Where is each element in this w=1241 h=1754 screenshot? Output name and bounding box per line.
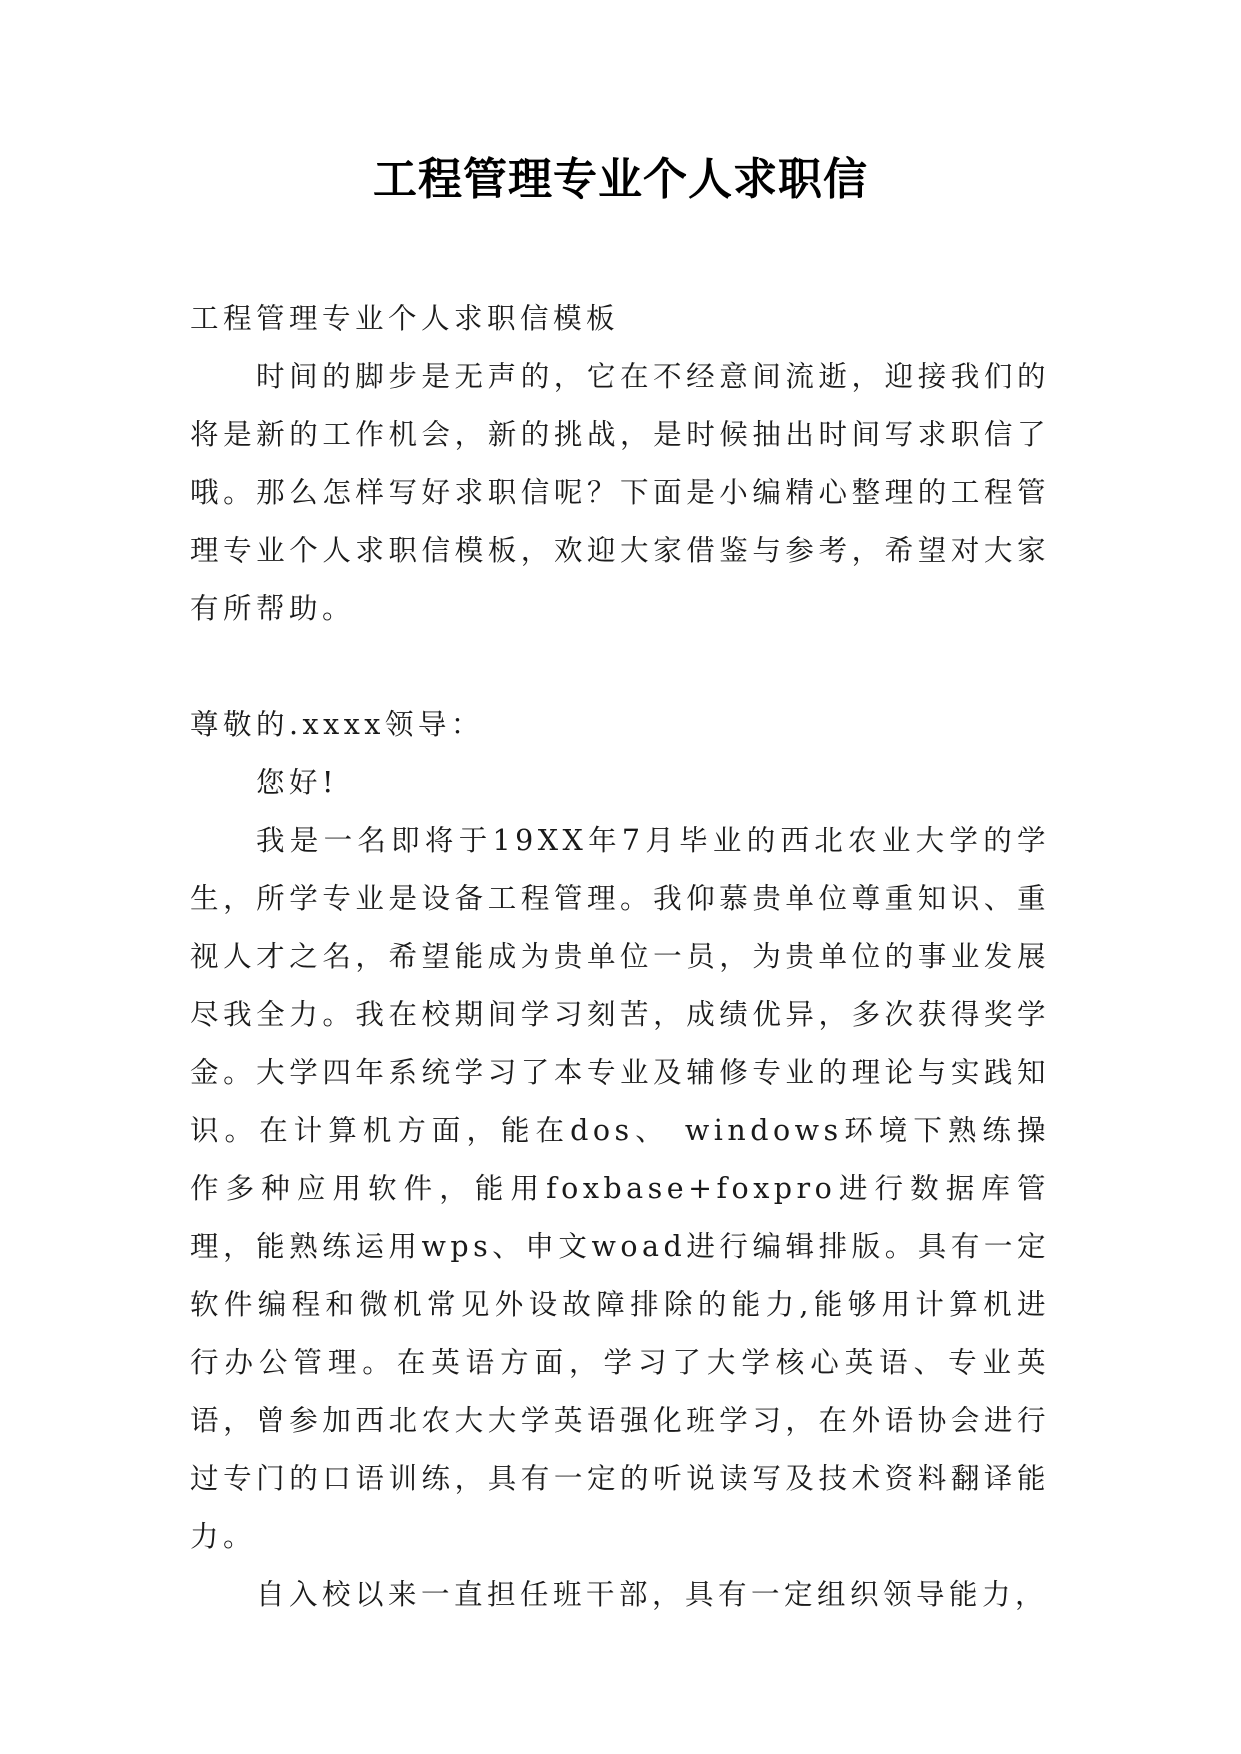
- salutation: 尊敬的.xxxx领导：: [190, 708, 484, 741]
- paragraph-gap: [190, 638, 1050, 696]
- document-title: 工程管理专业个人求职信: [373, 154, 868, 205]
- document-body: [190, 290, 1050, 1624]
- body-paragraph-2: 自入校以来一直担任班干部，具有一定组织领导能力，: [256, 1578, 1049, 1611]
- body-paragraph-1: 我是一名即将于19XX年7月毕业的西北农业大学的学生，所学专业是设备工程管理。我仰慕贵单位尊重知识、重视人才之名，希望能成为贵单位一员，为贵单位的事业发展尽我全力。我在校期间学习刻苦，成绩优异，多次获得奖学金。大学四年系统学习了本专业及辅修专业的理论与实践知识。在计算机方面，能在dos、 windows环境下熟练操作多种应用软件，能用foxbase+foxpro进行数据库管理，能熟练运用wps、申文woad进行编辑排版。具有一定软件编程和微机常见外设故障排除的能力,能够用计算机进行办公管理。在英语方面，学习了大学核心英语、专业英语，曾参加西北农大大学英语强化班学习，在外语协会进行过专门的口语训练，具有一定的听说读写及技术资料翻译能力。: [190, 824, 1050, 1553]
- intro-paragraph: 时间的脚步是无声的，它在不经意间流逝，迎接我们的将是新的工作机会，新的挑战，是时候抽出时间写求职信了哦。那么怎样写好求职信呢？下面是小编精心整理的工程管理专业个人求职信模板，欢迎大家借鉴与参考，希望对大家有所帮助。: [190, 360, 1050, 625]
- greeting: 您好!: [256, 766, 338, 799]
- document-subtitle: 工程管理专业个人求职信模板: [190, 302, 620, 335]
